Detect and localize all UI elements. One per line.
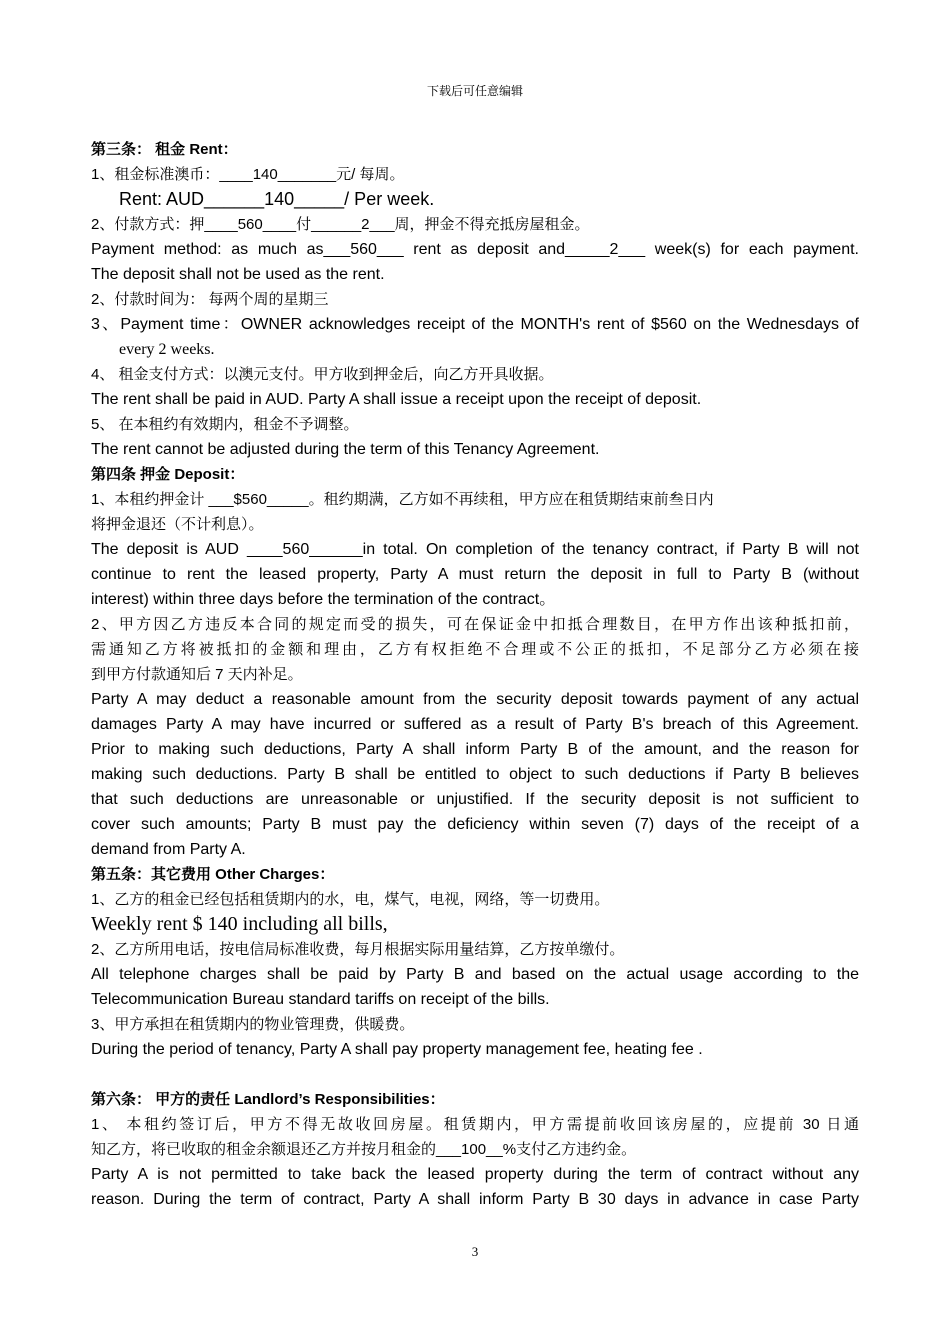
page-header: 下载后可任意编辑: [426, 84, 523, 98]
clause-line: 2、付款时间为： 每两个周的星期三: [91, 291, 329, 308]
spacer: [91, 1062, 859, 1087]
clause-line: interest) within three days before the termination of the contract。: [91, 591, 556, 608]
clause-line: every 2 weeks.: [119, 341, 215, 358]
clause-line: 3、甲方承担在租赁期内的物业管理费，供暖费。: [91, 1016, 415, 1033]
clause-line: 1、 本租约签订后，甲方不得无故收回房屋。租赁期内，甲方需提前收回该房屋的，应提前 30 日通: [91, 1116, 859, 1133]
clause-line: 3、Payment time：OWNER acknowledges receipt of the MONTH's rent of $560 on the Wednesdays of: [91, 316, 859, 333]
clause-line: 1、乙方的租金已经包括租赁期内的水，电，煤气，电视，网络，等一切费用。: [91, 891, 610, 908]
clause-line: 将押金退还（不计利息）。: [91, 516, 264, 533]
document-body: [91, 137, 859, 1212]
clause-line: 4、 租金支付方式：以澳元支付。甲方收到押金后，向乙方开具收据。: [91, 366, 554, 383]
clause-line: The deposit is AUD ____560______in total. On completion of the tenancy contract, if Party B will not: [91, 541, 859, 558]
clause-line: demand from Party A.: [91, 841, 246, 858]
clause-line: 2、付款方式：押____560____付______2___周，押金不得充抵房屋租金。: [91, 216, 590, 233]
clause-line: reason. During the term of contract, Party A shall inform Party B 30 days in advance in case Party: [91, 1191, 859, 1208]
clause-line: Party A is not permitted to take back the leased property during the term of contract without any: [91, 1166, 859, 1183]
clause-line: damages Party A may have incurred or suffered as a result of Party B's breach of this Agreement.: [91, 716, 859, 733]
clause-line: 到甲方付款通知后 7 天内补足。: [91, 666, 303, 683]
clause-line: Prior to making such deductions, Party A shall inform Party B of the amount, and the reason for: [91, 741, 859, 758]
clause-line: 1、租金标准澳币：____140_______元/ 每周。: [91, 166, 405, 183]
article-5-heading: 第五条：其它费用 Other Charges：: [91, 866, 335, 883]
clause-line: During the period of tenancy, Party A shall pay property management fee, heating fee .: [91, 1041, 703, 1058]
clause-line: continue to rent the leased property, Party A must return the deposit in full to Party B (without: [91, 566, 859, 583]
clause-line: 1、本租约押金计 ___$560_____。租约期满，乙方如不再续租，甲方应在租赁期结束前叁日内: [91, 491, 714, 508]
page-number: 3: [471, 1244, 479, 1259]
clause-line: Telecommunication Bureau standard tariffs on receipt of the bills.: [91, 991, 550, 1008]
clause-line: Party A may deduct a reasonable amount from the security deposit towards payment of any actual: [91, 691, 859, 708]
article-4-heading: 第四条 押金 Deposit：: [91, 466, 245, 483]
article-3-heading: 第三条： 租金 Rent：: [91, 141, 238, 158]
clause-line: Payment method: as much as___560___ rent as deposit and_____2___ week(s) for each payment.: [91, 241, 859, 258]
clause-line: 2、甲方因乙方违反本合同的规定而受的损失，可在保证金中扣抵合理数目，在甲方作出该种抵扣前，: [91, 616, 859, 633]
clause-line: 需通知乙方将被抵扣的金额和理由，乙方有权拒绝不合理或不公正的抵扣，不足部分乙方必须在接: [91, 641, 859, 658]
clause-line: All telephone charges shall be paid by Party B and based on the actual usage according to the: [91, 966, 859, 983]
article-6-heading: 第六条： 甲方的责任 Landlord’s Responsibilities：: [91, 1091, 445, 1108]
clause-line: 5、 在本租约有效期内，租金不予调整。: [91, 416, 359, 433]
clause-line: making such deductions. Party B shall be entitled to object to such deductions if Party B believes: [91, 766, 859, 783]
clause-line: Rent: AUD______140_____/ Per week.: [119, 189, 435, 209]
clause-line: 2、乙方所用电话，按电信局标准收费，每月根据实际用量结算，乙方按单缴付。: [91, 941, 625, 958]
clause-line: 知乙方，将已收取的租金余额退还乙方并按月租金的___100__%支付乙方违约金。: [91, 1141, 637, 1158]
clause-line: that such deductions are unreasonable or unjustified. If the security deposit is not sufficient to: [91, 791, 859, 808]
clause-line: Weekly rent $ 140 including all bills,: [91, 913, 388, 935]
clause-line: The deposit shall not be used as the rent.: [91, 266, 385, 283]
clause-line: The rent shall be paid in AUD. Party A shall issue a receipt upon the receipt of deposit.: [91, 391, 702, 408]
clause-line: cover such amounts; Party B must pay the deficiency within seven (7) days of the receipt of a: [91, 816, 859, 833]
clause-line: The rent cannot be adjusted during the term of this Tenancy Agreement.: [91, 441, 600, 458]
